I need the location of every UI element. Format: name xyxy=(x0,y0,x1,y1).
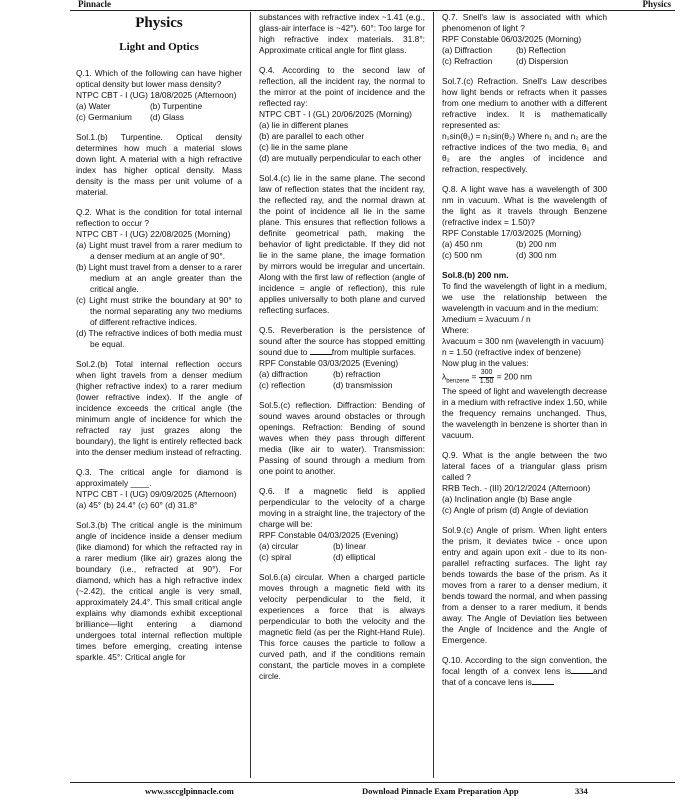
fill-blank xyxy=(571,673,593,674)
option-c: (c) Light must strike the boundary at 90° to the normal separating any two mediums of different refractive indices. xyxy=(76,295,242,327)
option-d: (d) Glass xyxy=(150,112,184,122)
option-a: (a) diffraction xyxy=(259,369,308,379)
solution-text: n = 1.50 (refractive index of benzene) xyxy=(442,347,581,357)
question-source: NTPC CBT - I (GL) 20/06/2025 (Morning) xyxy=(259,109,412,119)
option-d: (d) The refractive indices of both media must be equal. xyxy=(76,328,242,349)
options xyxy=(259,369,425,380)
option-a: (a) 450 nm xyxy=(442,239,483,249)
option-c: (c) spiral xyxy=(259,552,292,562)
question-text: Q.9. What is the angle between the two lateral faces of a triangular glass prism called ? xyxy=(442,450,607,482)
question-source: NTPC CBT - I (UG) 18/08/2025 (Afternoon) xyxy=(76,90,237,100)
option-a: (a) Diffraction xyxy=(442,45,493,55)
options xyxy=(442,45,607,56)
column-1 xyxy=(76,12,242,780)
solution-4: Sol.4.(c) lie in the same plane. The second law of reflection states that the incident ray, the reflected ray, and the normal drawn at the point of incidence all lie in the same plane. This ensures that reflection follows a definite geometrical path, making the behavior of light predictable. If they did not lie in the same plane, the image formation by mirrors would be irregular and uncertain. Along with the first law of reflection (angle of incidence = angle of reflection), this rule applies universally to both plane and curved reflecting surfaces. xyxy=(259,173,425,315)
question-text: Q.2. What is the condition for total internal reflection to occur ? xyxy=(76,207,242,228)
option-b: (b) are parallel to each other xyxy=(259,131,365,141)
options xyxy=(259,120,425,164)
question-text: Q.1. Which of the following can have higher optical density but lower mass density? xyxy=(76,68,242,89)
question-text: Q.3. The critical angle for diamond is approximately ____. xyxy=(76,467,242,488)
options xyxy=(76,112,242,123)
option-d: (d) 300 nm xyxy=(516,250,557,260)
option-a: (a) Water xyxy=(76,101,111,111)
option-a: (a) circular xyxy=(259,541,299,551)
option-c: (c) reflection xyxy=(259,380,306,390)
options xyxy=(259,541,425,552)
calculation: $\lambda_{benzene}$ = $\frac{300}{1.50}$ = 200 nm xyxy=(442,369,532,385)
subject-title: Physics xyxy=(135,15,183,31)
column-divider xyxy=(250,12,251,778)
option-c: (c) Refraction xyxy=(442,56,493,66)
page-footer xyxy=(0,784,683,798)
solution-2: Sol.2.(b) Total internal reflection occurs when light travels from a denser medium (higher refractive index) to a rarer medium (lower refractive index). If the angle of incidence exceeds the critical angle (the minimum angle of incidence for which the refracted ray just grazes along the boundary), the light is entirely reflected back into the denser medium instead of refracting. xyxy=(76,359,242,457)
fraction xyxy=(479,369,495,386)
question-source: NTPC CBT - I (UG) 09/09/2025 (Afternoon) xyxy=(76,489,237,499)
option-b: (b) Light must travel from a denser to a rarer medium at an angle greater than the critical angle. xyxy=(76,262,242,294)
solution-9: Sol.9.(c) Angle of prism. When light enters the prism, it deviates twice - once upon entry and again upon exit - due to its non-parallel refracting surfaces. The light ray bends towards the base of the prism. As it moves from a rarer to a denser medium, it bends toward the normal, and when passing from a denser to a rarer medium, it bends away. The Angle of Deviation lies between the Angle of Incidence and the Angle of Emergence. xyxy=(442,525,607,645)
fraction-denominator: 1.50 xyxy=(479,378,494,385)
options: (a) 45° (b) 24.4° (c) 60° (d) 31.8° xyxy=(76,500,198,510)
option-d: (d) elliptical xyxy=(333,552,376,562)
question-source: RPF Constable 17/03/2025 (Morning) xyxy=(442,228,582,238)
column-2 xyxy=(259,12,425,780)
option-d: (d) Dispersion xyxy=(516,56,569,66)
question-text-part: from multiple surfaces. xyxy=(331,347,417,357)
question-text-part: and that of a concave lens is xyxy=(442,666,607,687)
options xyxy=(442,250,607,261)
option-b: (b) Reflection xyxy=(516,45,566,55)
solution-3: Sol.3.(b) The critical angle is the minimum angle of incidence inside a denser medium (like diamond) for which the refracted ray in a rarer medium (like air) grazes along the boundary (i.e., refracted at 90°). For diamond, which has a high refractive index (~2.42), the critical angle is very small, approximately 24.4°. This small critical angle explains why diamonds exhibit exceptional brilliance—light entering a diamond undergoes total internal reflection multiple times before emerging, creating intense sparkle. 45°: Critical angle for xyxy=(76,520,242,662)
solution-text: To find the wavelength of light in a medium, we use the relationship between the wavelength in vacuum and in the medium: xyxy=(442,281,607,313)
option-a: (a) Light must travel from a rarer medium to a denser medium at an angle of 90°. xyxy=(76,240,242,261)
solution-1: Sol.1.(b) Turpentine. Optical density determines how much a material slows down light. A material with a high refractive index has higher optical density. Mass density is the mass per unit volume of a material. xyxy=(76,132,242,197)
question-text-part: Q.10. According to the sign convention, the focal length of a convex lens is xyxy=(442,655,607,676)
question-4 xyxy=(259,65,425,164)
options: (a) Inclination angle (b) Base angle xyxy=(442,494,572,504)
option-a: (a) lie in different planes xyxy=(259,120,349,130)
option-b: (b) Turpentine xyxy=(150,101,203,111)
question-6 xyxy=(259,486,425,563)
options: (c) Angle of prism (d) Angle of deviation xyxy=(442,505,589,515)
solution-text: Now plug in the values: xyxy=(442,358,529,368)
footer-app-promo: Download Pinnacle Exam Preparation App xyxy=(362,786,519,796)
question-text: Q.4. According to the second law of reflection, all the incident ray, the normal to the mirror at the point of incidence and the reflected ray: xyxy=(259,65,425,108)
solution-3-continued: substances with refractive index ~1.41 (e.g., glass-air interface is ~42°). 60°: Too large for high refractive index materials. 31.8°: Approximate critical angle for flint glass. xyxy=(259,12,425,55)
solution-5: Sol.5.(c) reflection. Diffraction: Bending of sound waves around obstacles or through openings. Refraction: Bending of sound waves when they pass through different media (like air to water). Transmission: Passing of sound through a medium from one point to another. xyxy=(259,400,425,476)
option-c: (c) 500 nm xyxy=(442,250,483,260)
question-source: RPF Constable 03/03/2025 (Evening) xyxy=(259,358,399,368)
solution-heading: Sol.8.(b) 200 nm. xyxy=(442,270,509,280)
chapter-title: Light and Optics xyxy=(119,41,199,53)
option-c: (c) Germanium xyxy=(76,112,132,122)
options xyxy=(76,240,242,350)
question-7 xyxy=(442,12,607,67)
fraction-numerator: 300 xyxy=(480,369,493,376)
column-divider xyxy=(433,12,434,778)
solution-text: The speed of light and wavelength decrease in a medium with refractive index 1.50, while the frequency remains unchanged. Thus, the wavelength in benzene is shorter than in vacuum. xyxy=(442,386,607,440)
option-d: (d) transmission xyxy=(333,380,393,390)
calculation-result: = 200 nm xyxy=(496,371,532,382)
option-c: (c) lie in the same plane xyxy=(259,142,348,152)
option-d: (d) are mutually perpendicular to each other xyxy=(259,153,422,163)
options xyxy=(259,380,425,391)
solution-text: Where: xyxy=(442,325,469,335)
options xyxy=(442,56,607,67)
question-10 xyxy=(442,655,607,688)
question-text xyxy=(259,325,425,358)
question-5 xyxy=(259,325,425,391)
header-divider xyxy=(70,10,675,11)
footer-divider xyxy=(70,782,675,783)
page-header xyxy=(0,0,683,10)
solution-text: λvacuum = 300 nm (wavelength in vacuum) xyxy=(442,336,604,346)
question-2 xyxy=(76,207,242,350)
options xyxy=(442,239,607,250)
question-source: RRB Tech. - (III) 20/12/2024 (Afternoon) xyxy=(442,483,591,493)
header-subject: Physics xyxy=(642,0,671,9)
question-1 xyxy=(76,68,242,123)
question-text xyxy=(442,655,607,688)
solution-7: Sol.7.(c) Refraction. Snell's Law describes how light bends or refracts when it passes from one medium to another with a different refractive index. It is mathematically represented as: xyxy=(442,76,607,130)
question-text: Q.7. Snell's law is associated with which phenomenon of light ? xyxy=(442,12,607,33)
question-text: Q.8. A light wave has a wavelength of 300 nm in vacuum. What is the wavelength of the light as it travels through Benzene (refractive index = 1.50)? xyxy=(442,184,607,227)
question-text: Q.6. If a magnetic field is applied perpendicular to the velocity of a charge moving in a straight line, the trajectory of the charge will be: xyxy=(259,486,425,529)
question-9 xyxy=(442,450,607,516)
solution-6: Sol.6.(a) circular. When a charged particle moves through a magnetic field with its velocity perpendicular to the field, it experiences a force that is always perpendicular to both the velocity and the magnetic field (as per the Right-Hand Rule). This force causes the particle to follow a curved path, and if the conditions remain constant, the particle moves in a complete circle. xyxy=(259,572,425,681)
question-source: RPF Constable 04/03/2025 (Evening) xyxy=(259,530,399,540)
question-8 xyxy=(442,184,607,261)
page-number: 334 xyxy=(575,786,588,796)
option-b: (b) refraction xyxy=(333,369,381,379)
fill-blank xyxy=(310,354,332,355)
option-b: (b) linear xyxy=(333,541,367,551)
question-source: NTPC CBT - I (UG) 22/08/2025 (Morning) xyxy=(76,229,231,239)
footer-website[interactable]: www.ssccglpinnacle.com xyxy=(145,786,234,796)
wavelength-formula: λmedium = λvacuum / n xyxy=(442,314,531,324)
question-3 xyxy=(76,467,242,511)
snell-equation: n₁sin(θ₁) = n₂sin(θ₂) Where n₁ and n₂ are the refractive indices of the two media, θ₁ and θ₂ are the angles of incidence and refraction, respectively. xyxy=(442,131,607,174)
options xyxy=(259,552,425,563)
options xyxy=(76,101,242,112)
header-brand: Pinnacle xyxy=(78,0,111,9)
question-text-part: Q.5. Reverberation is the persistence of sound after the source has stopped emitting sound due to xyxy=(259,325,425,357)
question-source: RPF Constable 06/03/2025 (Morning) xyxy=(442,34,582,44)
option-b: (b) 200 nm xyxy=(516,239,557,249)
fill-blank xyxy=(532,684,554,685)
column-3 xyxy=(442,12,607,780)
solution-8 xyxy=(442,270,607,441)
